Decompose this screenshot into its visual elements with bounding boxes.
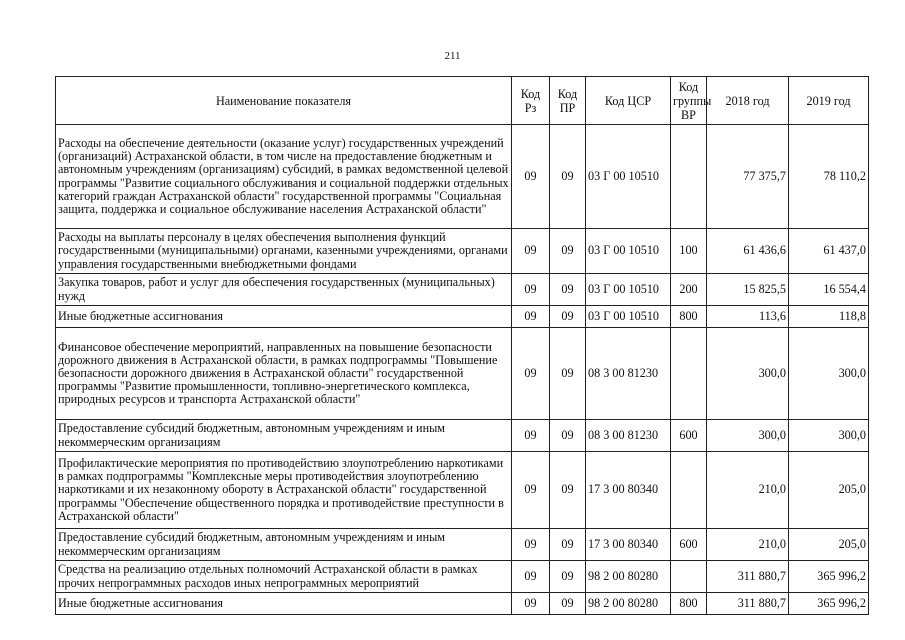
- header-name: Наименование показателя: [56, 77, 512, 125]
- row-2019: 16 554,4: [789, 274, 869, 306]
- row-rz: 09: [512, 420, 550, 452]
- row-csr: 03 Г 00 10510: [586, 229, 671, 274]
- row-vr: [671, 561, 707, 593]
- row-2018: 311 880,7: [707, 561, 789, 593]
- table-header-row: [56, 77, 869, 125]
- row-vr: [671, 125, 707, 229]
- row-vr: 800: [671, 306, 707, 328]
- row-name: Расходы на выплаты персоналу в целях обеспечения выполнения функций государственными (муниципальными) органами, казенными учреждениями, органами управления государственными внебюджетными фондами: [56, 229, 512, 274]
- header-vr: Код группы ВР: [671, 77, 707, 125]
- row-pr: 09: [550, 561, 586, 593]
- row-2018: 311 880,7: [707, 593, 789, 615]
- table-row: [56, 452, 869, 529]
- row-pr: 09: [550, 125, 586, 229]
- row-2019: 78 110,2: [789, 125, 869, 229]
- row-2018: 61 436,6: [707, 229, 789, 274]
- row-2018: 300,0: [707, 328, 789, 420]
- row-name: Закупка товаров, работ и услуг для обеспечения государственных (муниципальных) нужд: [56, 274, 512, 306]
- row-csr: 03 Г 00 10510: [586, 125, 671, 229]
- row-2019: 300,0: [789, 328, 869, 420]
- row-vr: [671, 328, 707, 420]
- row-2018: 15 825,5: [707, 274, 789, 306]
- page-number: 211: [444, 50, 461, 62]
- row-pr: 09: [550, 306, 586, 328]
- row-csr: 17 3 00 80340: [586, 452, 671, 529]
- row-2018: 113,6: [707, 306, 789, 328]
- row-2018: 300,0: [707, 420, 789, 452]
- row-pr: 09: [550, 529, 586, 561]
- header-2019: 2019 год: [789, 77, 869, 125]
- row-csr: 08 3 00 81230: [586, 328, 671, 420]
- row-vr: 800: [671, 593, 707, 615]
- row-pr: 09: [550, 274, 586, 306]
- header-pr: Код ПР: [550, 77, 586, 125]
- row-pr: 09: [550, 328, 586, 420]
- row-vr: 600: [671, 529, 707, 561]
- row-name: Финансовое обеспечение мероприятий, направленных на повышение безопасности дорожного движения в Астраханской области, в рамках подпрограммы "Повышение безопасности дорожного движения в Астраханской области" государственной программы "Развитие промышленности, топливно-энергетического комплекса, природных ресурсов и транспорта Астраханской области": [56, 328, 512, 420]
- row-csr: 98 2 00 80280: [586, 593, 671, 615]
- row-name: Предоставление субсидий бюджетным, автономным учреждениям и иным некоммерческим организациям: [56, 529, 512, 561]
- row-csr: 08 3 00 81230: [586, 420, 671, 452]
- row-rz: 09: [512, 306, 550, 328]
- row-2018: 210,0: [707, 452, 789, 529]
- row-rz: 09: [512, 274, 550, 306]
- row-2019: 205,0: [789, 529, 869, 561]
- row-rz: 09: [512, 229, 550, 274]
- table-row: [56, 561, 869, 593]
- table-row: [56, 125, 869, 229]
- row-2018: 210,0: [707, 529, 789, 561]
- row-vr: [671, 452, 707, 529]
- table-row: [56, 593, 869, 615]
- row-csr: 98 2 00 80280: [586, 561, 671, 593]
- header-2018: 2018 год: [707, 77, 789, 125]
- row-rz: 09: [512, 328, 550, 420]
- row-2019: 118,8: [789, 306, 869, 328]
- budget-table: [55, 76, 869, 615]
- row-vr: 600: [671, 420, 707, 452]
- row-name: Предоставление субсидий бюджетным, автономным учреждениям и иным некоммерческим организациям: [56, 420, 512, 452]
- row-rz: 09: [512, 593, 550, 615]
- row-pr: 09: [550, 229, 586, 274]
- row-2019: 365 996,2: [789, 561, 869, 593]
- row-csr: 03 Г 00 10510: [586, 306, 671, 328]
- row-2018: 77 375,7: [707, 125, 789, 229]
- row-name: Расходы на обеспечение деятельности (оказание услуг) государственных учреждений (организаций) Астраханской области, в том числе на предоставление бюджетным и автономным учреждениям (организациям) субсидий, в рамках ведомственной целевой программы "Развитие социального обслуживания и социальной поддержки отдельных категорий граждан Астраханской области" государственной программы "Социальная защита, поддержка и социальное обслуживание населения Астраханской области": [56, 125, 512, 229]
- row-pr: 09: [550, 593, 586, 615]
- row-rz: 09: [512, 125, 550, 229]
- table-row: [56, 274, 869, 306]
- row-2019: 365 996,2: [789, 593, 869, 615]
- table-row: [56, 306, 869, 328]
- row-rz: 09: [512, 561, 550, 593]
- row-2019: 205,0: [789, 452, 869, 529]
- table-row: [56, 328, 869, 420]
- header-csr: Код ЦСР: [586, 77, 671, 125]
- row-name: Средства на реализацию отдельных полномочий Астраханской области в рамках прочих непрограммных расходов иных непрограммных мероприятий: [56, 561, 512, 593]
- row-pr: 09: [550, 452, 586, 529]
- row-2019: 61 437,0: [789, 229, 869, 274]
- row-2019: 300,0: [789, 420, 869, 452]
- table-row: [56, 229, 869, 274]
- row-vr: 100: [671, 229, 707, 274]
- row-name: Иные бюджетные ассигнования: [56, 593, 512, 615]
- row-csr: 03 Г 00 10510: [586, 274, 671, 306]
- header-rz: Код Рз: [512, 77, 550, 125]
- row-pr: 09: [550, 420, 586, 452]
- row-rz: 09: [512, 452, 550, 529]
- row-name: Иные бюджетные ассигнования: [56, 306, 512, 328]
- row-csr: 17 3 00 80340: [586, 529, 671, 561]
- table-row: [56, 529, 869, 561]
- table-row: [56, 420, 869, 452]
- row-vr: 200: [671, 274, 707, 306]
- row-name: Профилактические мероприятия по противодействию злоупотреблению наркотиками в рамках подпрограммы "Комплексные меры противодействия злоупотреблению наркотиками и их незаконному обороту в Астраханской области" государственной программы "Обеспечение общественного порядка и противодействие преступности в Астраханской области": [56, 452, 512, 529]
- row-rz: 09: [512, 529, 550, 561]
